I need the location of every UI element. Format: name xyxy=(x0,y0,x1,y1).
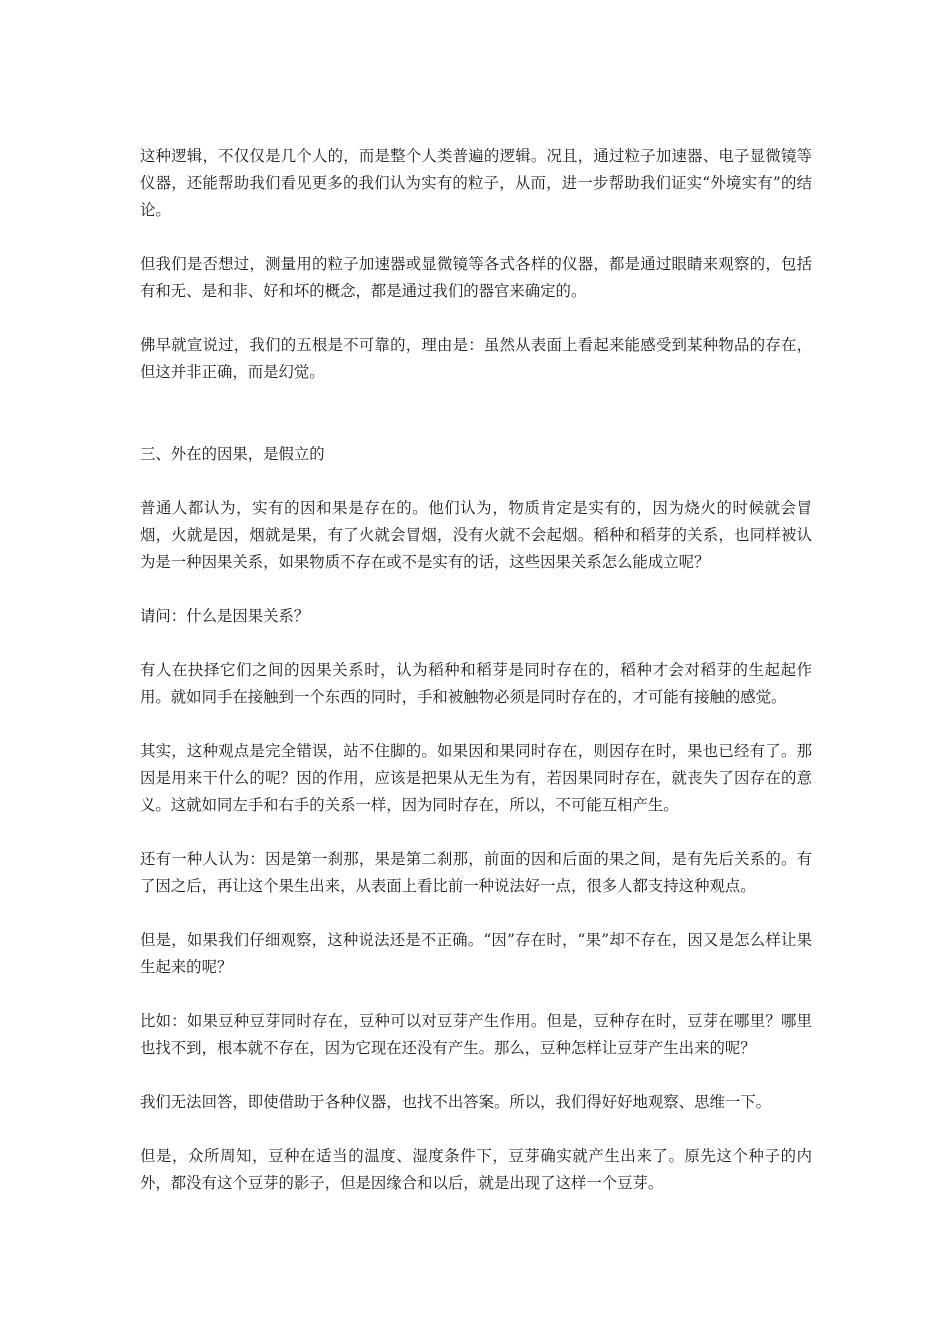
paragraph-3: 佛早就宣说过，我们的五根是不可靠的，理由是：虽然从表面上看起来能感受到某种物品的存在，但这并非正确，而是幻觉。 xyxy=(140,336,812,381)
paragraph-5: 请问：什么是因果关系？ xyxy=(140,607,310,625)
paragraph-6: 有人在抉择它们之间的因果关系时，认为稻种和稻芽是同时存在的，稻种才会对稻芽的生起起作用。就如同手在接触到一个东西的同时，手和被触物必须是同时存在的，才可能有接触的感觉。 xyxy=(140,661,812,706)
paragraph-8: 还有一种人认为：因是第一刹那，果是第二刹那，前面的因和后面的果之间，是有先后关系的。有了因之后，再让这个果生出来，从表面上看比前一种说法好一点，很多人都支持这种观点。 xyxy=(140,850,812,895)
paragraph-7: 其实，这种观点是完全错误，站不住脚的。如果因和果同时存在，则因存在时，果也已经有了。那因是用来干什么的呢？因的作用，应该是把果从无生为有，若因果同时存在，就丧失了因存在的意义。这就如同左手和右手的关系一样，因为同时存在，所以，不可能互相产生。 xyxy=(140,742,812,814)
paragraph-10: 比如：如果豆种豆芽同时存在，豆种可以对豆芽产生作用。但是，豆种存在时，豆芽在哪里？哪里也找不到，根本就不存在，因为它现在还没有产生。那么，豆种怎样让豆芽产生出来的呢？ xyxy=(140,1012,812,1057)
document-body xyxy=(140,143,812,1224)
paragraph-4: 普通人都认为，实有的因和果是存在的。他们认为，物质肯定是实有的，因为烧火的时候就会冒烟，火就是因，烟就是果，有了火就会冒烟，没有火就不会起烟。稻种和稻芽的关系，也同样被认为是一种因果关系，如果物质不存在或不是实有的话，这些因果关系怎么能成立呢？ xyxy=(140,499,812,571)
paragraph-12: 但是，众所周知，豆种在适当的温度、湿度条件下，豆芽确实就产生出来了。原先这个种子的内外，都没有这个豆芽的影子，但是因缘合和以后，就是出现了这样一个豆芽。 xyxy=(140,1147,812,1192)
section-heading: 三、外在的因果，是假立的 xyxy=(140,445,325,463)
paragraph-2: 但我们是否想过，测量用的粒子加速器或显微镜等各式各样的仪器，都是通过眼睛来观察的，包括有和无、是和非、好和坏的概念，都是通过我们的器官来确定的。 xyxy=(140,255,812,300)
paragraph-9: 但是，如果我们仔细观察，这种说法还是不正确。“因”存在时，“果”却不存在，因又是怎么样让果生起来的呢？ xyxy=(140,931,812,976)
paragraph-1: 这种逻辑，不仅仅是几个人的，而是整个人类普遍的逻辑。况且，通过粒子加速器、电子显微镜等仪器，还能帮助我们看见更多的我们认为实有的粒子，从而，进一步帮助我们证实“外境实有”的结论。 xyxy=(140,147,812,219)
paragraph-11: 我们无法回答，即使借助于各种仪器，也找不出答案。所以，我们得好好地观察、思维一下。 xyxy=(140,1093,772,1111)
